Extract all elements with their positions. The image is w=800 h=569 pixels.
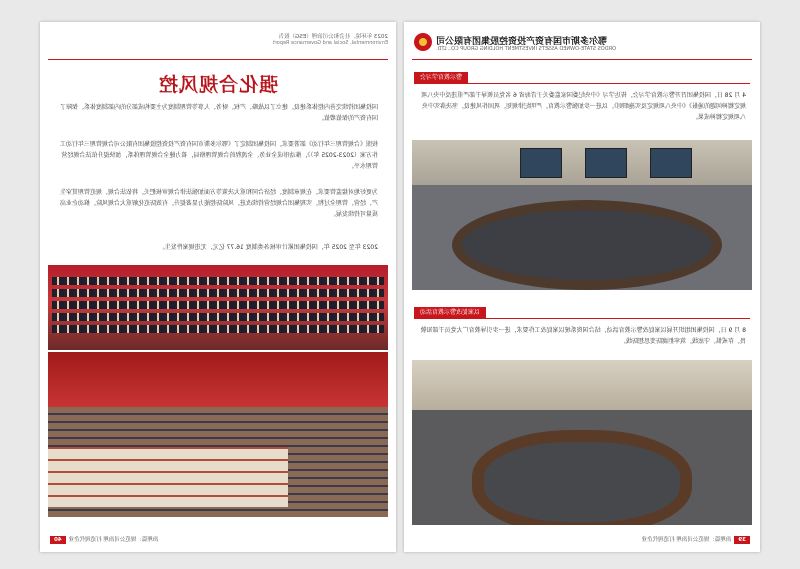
presidium-table	[48, 447, 288, 507]
photo-row	[52, 325, 384, 333]
section-heading-bar	[414, 72, 750, 84]
page-number: 39	[734, 536, 750, 544]
left-page-header	[48, 28, 388, 56]
page-number: 40	[50, 536, 66, 544]
left-page-mirrored-content	[40, 22, 396, 552]
display-screen	[520, 148, 562, 178]
footer-text: 治理篇：规范公司治理 打造现代企业	[641, 537, 732, 543]
group-photo	[48, 265, 388, 350]
report-subtitle-header: Environmental, Social and Governance Report	[272, 40, 388, 46]
conference-table	[452, 200, 722, 290]
report-title-header: 2023 年环境、社会和公司治理（ESG）报告	[278, 34, 388, 40]
stage	[48, 352, 388, 407]
right-page	[404, 22, 760, 552]
display-screen	[585, 148, 627, 178]
paragraph-4: 2023 年至 2025 年，国投集团累计审核各类制度 16.77 亿元，无违规案件发生。	[158, 244, 378, 251]
paragraph-2: 按照《合规管理三年行动》部署要求，国投集团制定了《鄂尔多斯市国有资产投资控股集团有限公司合规管理三年行动工作方案（2023-2025 年）》，推动形成全业务、全流程的合规管理格局，着力健全合规管理体系，加快提升依法合规经营管理水平。	[59, 141, 378, 170]
company-name: 鄂尔多斯市国有资产投资控股集团有限公司	[436, 37, 608, 47]
meeting-wall	[412, 360, 752, 410]
right-footer	[642, 535, 750, 544]
case-education-photo	[412, 360, 752, 525]
paragraph-3: 为更好地对接监管要求，在规章制度、经济合同和重大决策等方面加强法律合规审核把关，将依法合规、规范管理贯穿生产、经营、管理全过程，实现集团合规经营持续改进，风险防控能力显著提升，有效防范化解重大合规风险，推动企业高质量可持续发展。	[59, 189, 378, 218]
footer-text: 治理篇：规范公司治理 打造现代企业	[68, 537, 159, 543]
meeting-hall-photo	[48, 352, 388, 517]
section-label-warning-study: 警示教育学习会	[414, 72, 468, 83]
header-rule	[48, 59, 388, 60]
photo-row	[52, 289, 384, 297]
photo-row	[52, 277, 384, 285]
company-logo-icon	[414, 33, 432, 51]
section-heading-bar	[414, 307, 750, 319]
section-1-text: 4 月 28 日，国投集团召开警示教育学习会，传达学习《中央纪委国家监委关于青海省 6 名党员领导干部严重违反中央八项规定精神问题的通报》《中央八项规定及实施细则》，以进一步加强警示教育，严明纪律规矩，巩固作风建设，坚决落实中央八项规定精神成果。	[421, 92, 746, 121]
conference-table	[472, 430, 692, 525]
page-title: 强化合规风控	[158, 74, 279, 96]
display-screen	[650, 148, 692, 178]
header-rule	[412, 59, 752, 60]
meeting-wall	[412, 140, 752, 185]
photo-row	[52, 313, 384, 321]
section-2-text: 8 月 9 日，国投集团组织开展以案促改警示教育活动，结合国资系统以案促改工作要求，进一步引导教育广大党员干部知敬畏、存戒惧、守底线，筑牢拒腐防变思想防线。	[420, 327, 746, 345]
left-page	[40, 22, 396, 552]
study-meeting-photo	[412, 140, 752, 290]
right-page-header	[412, 28, 752, 58]
right-page-mirrored-content	[404, 22, 760, 552]
section-label-case-education: 以案促改警示教育活动	[414, 307, 486, 318]
left-footer	[50, 535, 158, 544]
company-subtitle: ORDOS STATE-OWNED ASSETS INVESTMENT HOLDING GROUP CO., LTD.	[436, 46, 616, 52]
photo-row	[52, 301, 384, 309]
paragraph-1: 国投集团持续完善内控体系建设，建立了以战略、产权、财务、人事等管理制度为主要构成部分的内部制度体系，保障了国有资产的保值增值。	[59, 104, 378, 122]
